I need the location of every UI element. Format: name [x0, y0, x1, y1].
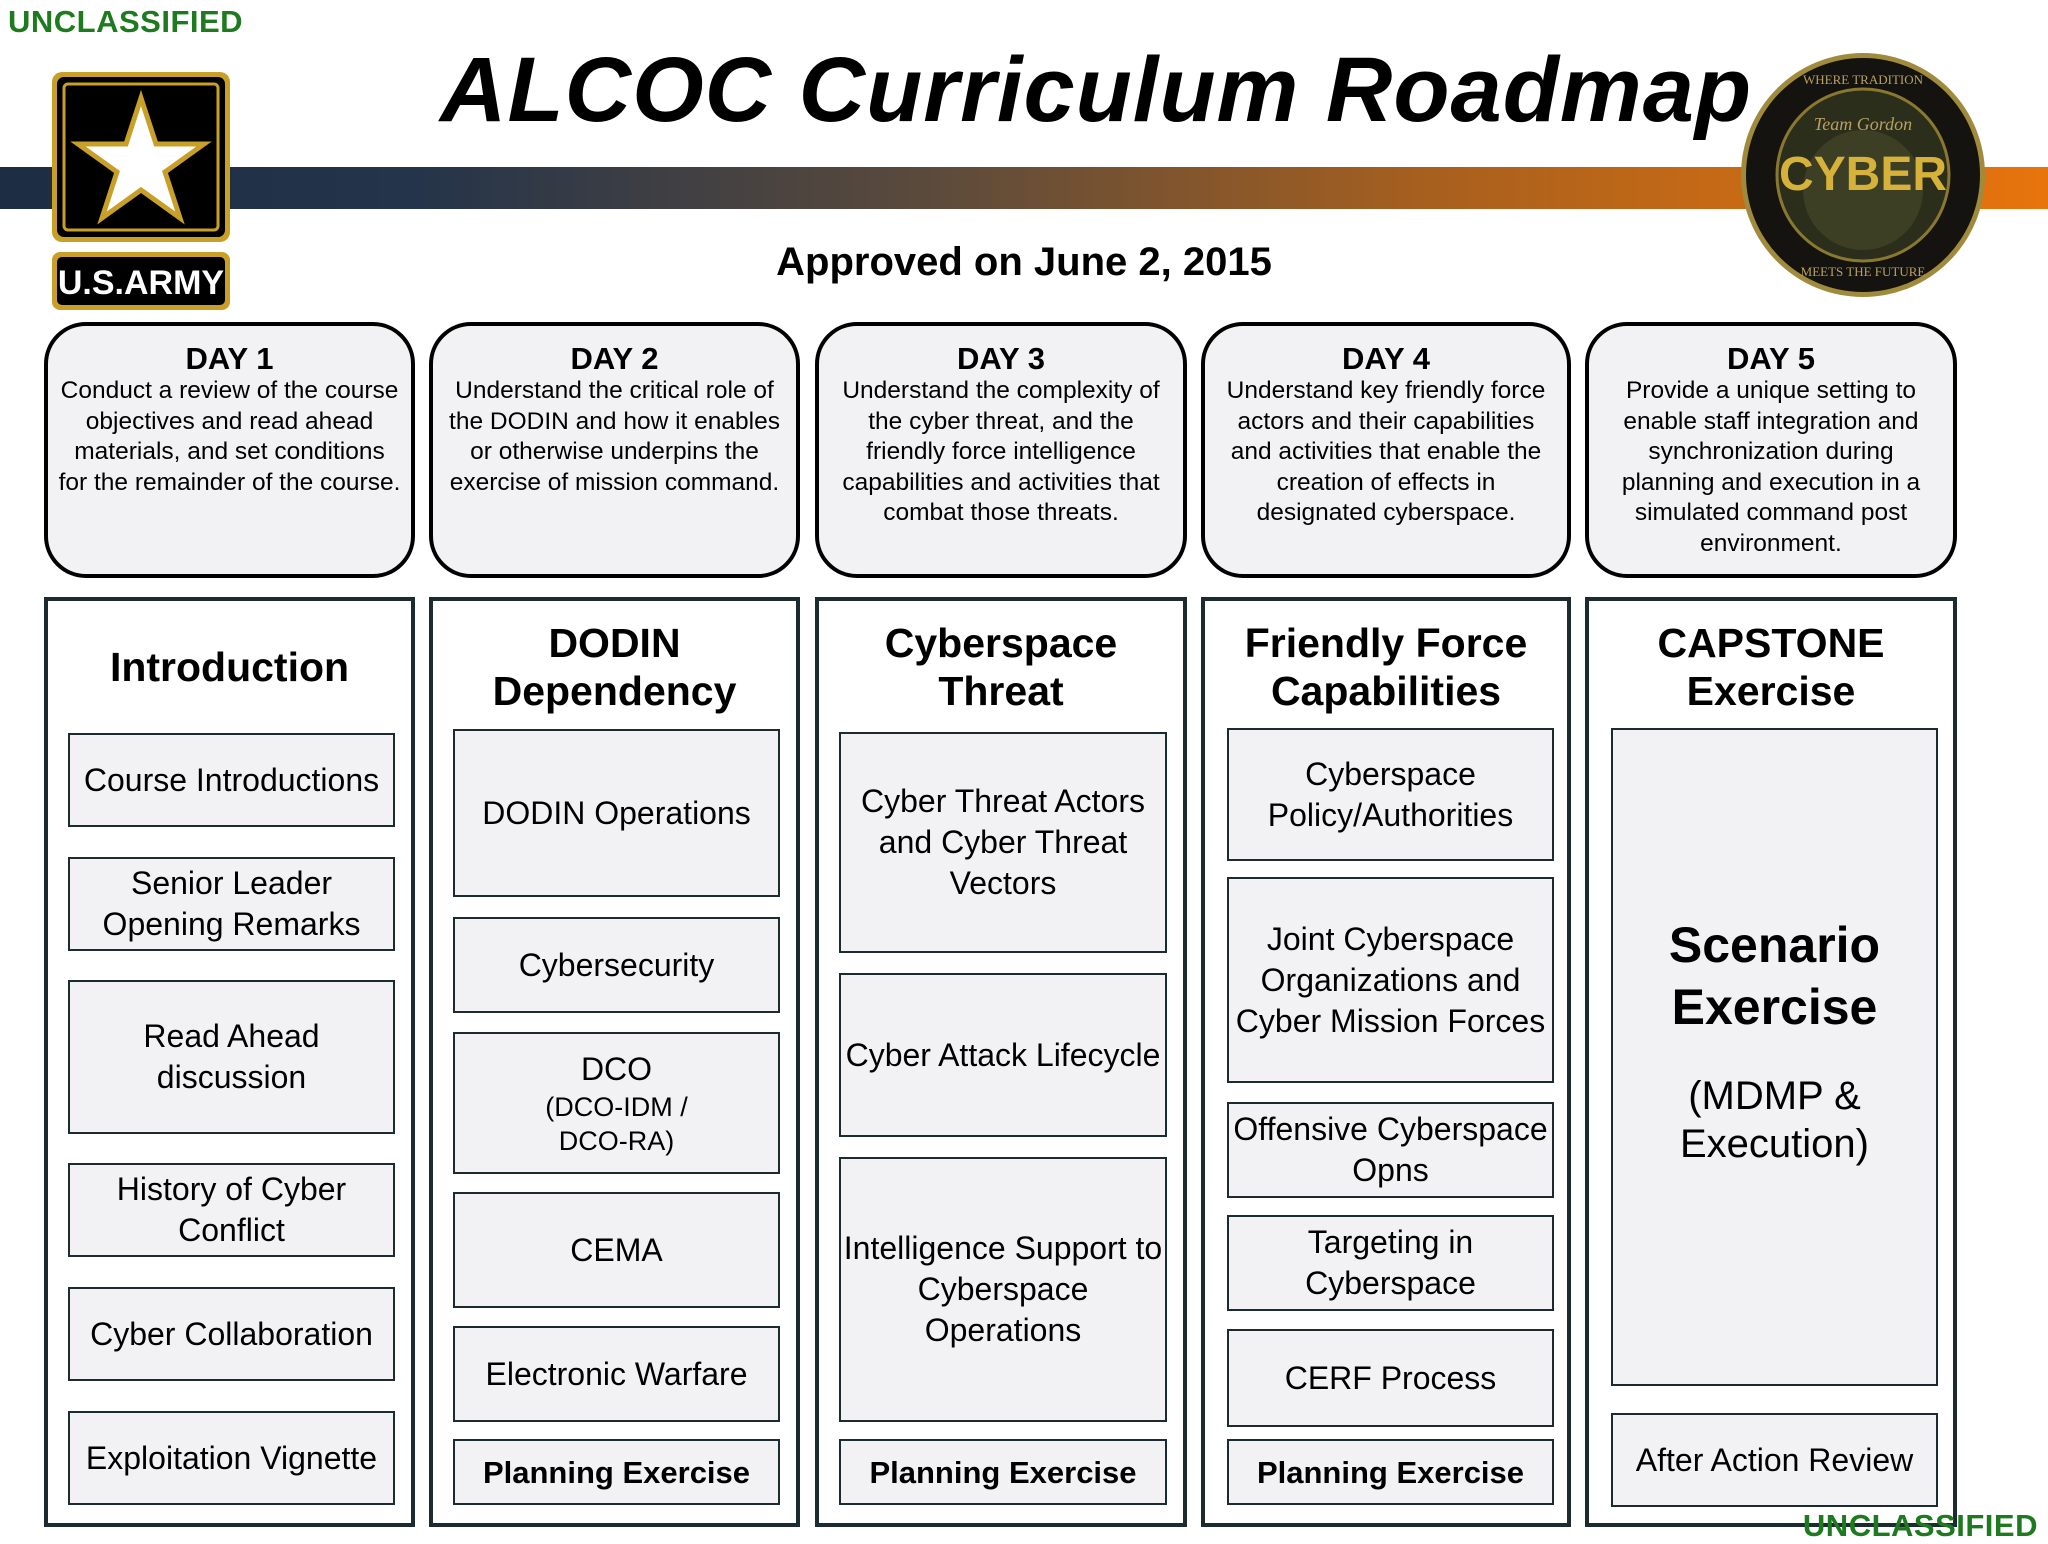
- cyber-seal-ring-bottom: MEETS THE FUTURE: [1800, 264, 1926, 279]
- scenario-title: Scenario Exercise: [1668, 917, 1881, 1035]
- day-1-box: [44, 322, 415, 578]
- column-heading: Friendly Force Capabilities: [1244, 620, 1528, 714]
- topic-box: History of Cyber Conflict: [68, 1163, 395, 1257]
- topic-box: Senior Leader Opening Remarks: [68, 857, 395, 951]
- topic-box: Cybersecurity: [453, 917, 780, 1013]
- topic-box: Offensive Cyberspace Opns: [1227, 1102, 1554, 1198]
- topic-box: CEMA: [453, 1192, 780, 1308]
- day-description: Conduct a review of the course objectives and read ahead materials, and set conditions for the remainder of the course.: [58, 377, 401, 496]
- column-heading: CAPSTONE Exercise: [1657, 620, 1885, 714]
- topic-box: Targeting in Cyberspace: [1227, 1215, 1554, 1311]
- dco-subtitle: (DCO-IDM / DCO-RA): [545, 1091, 688, 1156]
- day-label: DAY 4: [1342, 341, 1430, 376]
- day-5-box: [1585, 322, 1957, 578]
- classification-top: UNCLASSIFIED: [8, 4, 244, 39]
- page-title: ALCOC Curriculum Roadmap: [440, 39, 1753, 141]
- planning-exercise-box: Planning Exercise: [1227, 1439, 1554, 1505]
- approval-date: Approved on June 2, 2015: [776, 240, 1272, 284]
- planning-exercise-box: Planning Exercise: [839, 1439, 1167, 1505]
- cyber-seal-text: CYBER: [1778, 148, 1948, 201]
- classification-bottom: UNCLASSIFIED: [1802, 1508, 2038, 1543]
- topic-box-dco: [453, 1032, 780, 1174]
- topic-box: Electronic Warfare: [453, 1326, 780, 1422]
- topic-box: Course Introductions: [68, 733, 395, 827]
- topic-box: Read Ahead discussion: [68, 980, 395, 1134]
- topic-box: Exploitation Vignette: [68, 1411, 395, 1505]
- topic-box: Joint Cyberspace Organizations and Cyber Mission Forces: [1227, 877, 1554, 1083]
- day-3-box: [815, 322, 1187, 578]
- planning-exercise-box: Planning Exercise: [453, 1439, 780, 1505]
- day-2-box: [429, 322, 800, 578]
- topic-box: After Action Review: [1611, 1413, 1938, 1507]
- day-description: Understand the critical role of the DODIN and how it enables or otherwise underpins the exercise of mission command.: [449, 377, 780, 496]
- day-label: DAY 2: [570, 341, 659, 376]
- column-heading: Introduction: [109, 644, 350, 690]
- topic-box: DODIN Operations: [453, 729, 780, 897]
- cyber-seal-script: Team Gordon: [1813, 114, 1913, 134]
- topic-box: Intelligence Support to Cyberspace Operations: [839, 1157, 1167, 1422]
- day-description: Provide a unique setting to enable staff integration and synchronization during planning and execution in a simulated command post environment.: [1621, 377, 1921, 557]
- column-heading: DODIN Dependency: [492, 620, 737, 714]
- scenario-subtitle: (MDMP & Execution): [1680, 1074, 1869, 1166]
- capstone-exercise-column: [1585, 597, 1957, 1527]
- friendly-force-capabilities-column: [1201, 597, 1571, 1527]
- day-4-box: [1201, 322, 1571, 578]
- topic-box: Cyber Threat Actors and Cyber Threat Vectors: [839, 732, 1167, 953]
- day-label: DAY 5: [1727, 341, 1815, 376]
- army-logo-text: U.S.ARMY: [57, 264, 225, 302]
- column-heading: Cyberspace Threat: [884, 620, 1118, 714]
- topic-box: Cyber Attack Lifecycle: [839, 973, 1167, 1137]
- day-description: Understand the complexity of the cyber threat, and the friendly force intelligence capabilities and activities that combat those threats.: [842, 377, 1160, 526]
- topic-box: Cyberspace Policy/Authorities: [1227, 728, 1554, 861]
- introduction-column: [44, 597, 415, 1527]
- scenario-exercise-box: [1611, 728, 1938, 1386]
- topic-box: Cyber Collaboration: [68, 1287, 395, 1381]
- dodin-dependency-column: [429, 597, 800, 1527]
- cyberspace-threat-column: [815, 597, 1187, 1527]
- dco-title: DCO: [580, 1050, 653, 1087]
- day-label: DAY 3: [957, 341, 1045, 376]
- day-label: DAY 1: [185, 341, 274, 376]
- topic-box: CERF Process: [1227, 1329, 1554, 1427]
- day-description: Understand key friendly force actors and their capabilities and activities that enable the creation of effects in designated cyberspace.: [1226, 377, 1546, 526]
- cyber-seal-ring-top: WHERE TRADITION: [1803, 72, 1923, 87]
